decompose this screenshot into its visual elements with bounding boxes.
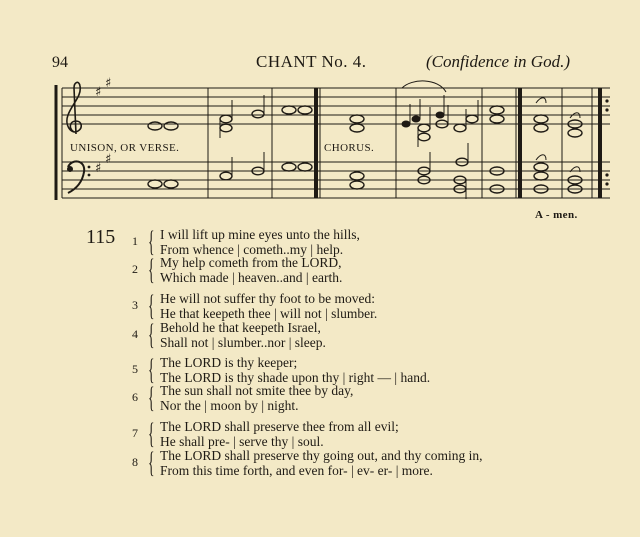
chant-title: CHANT No. 4. [256, 52, 367, 71]
verse-line: Nor the | moon by | night. [160, 398, 299, 413]
verse-line: He will not suffer thy foot to be moved: [160, 291, 375, 306]
verse-line: From whence | cometh..my | help. [160, 242, 344, 257]
verse-number: 2 [132, 262, 138, 276]
brace-icon: { [148, 353, 155, 386]
brace-icon: { [148, 381, 155, 414]
verse-number: 1 [132, 234, 138, 248]
bar-lines [208, 88, 600, 198]
verse-number: 6 [132, 390, 138, 404]
brace-icon: { [148, 289, 155, 322]
verse-line: The LORD shall preserve thy going out, and thy coming in, [160, 448, 483, 463]
brace-icon: { [148, 225, 155, 258]
verse-line: He that keepeth thee | will not | slumber. [160, 306, 378, 321]
verse-line: My help cometh from the LORD, [160, 255, 342, 270]
verse-line: The LORD is thy keeper; [160, 355, 298, 370]
bass-clef-icon [67, 161, 90, 193]
label-chorus: CHORUS. [324, 142, 375, 154]
label-amen: A - men. [535, 209, 578, 221]
treble-filled-notes [402, 112, 445, 128]
hymn-number: 115 [86, 226, 116, 248]
verse-line: I will lift up mine eyes unto the hills, [160, 227, 360, 242]
verse-number: 5 [132, 362, 138, 376]
svg-text:♯: ♯ [95, 161, 102, 176]
verse-line: Which made | heaven..and | earth. [160, 270, 343, 285]
repeat-dots [605, 99, 608, 185]
label-unison: UNISON, OR VERSE. [70, 142, 180, 154]
brace-icon: { [148, 417, 155, 450]
verse-line: The LORD is thy shade upon thy | right — | hand. [160, 370, 431, 385]
brace-icon: { [148, 253, 155, 286]
verse-line: He shall pre- | serve thy | soul. [160, 434, 324, 449]
page-number: 94 [52, 54, 68, 71]
brace-icon: { [148, 318, 155, 351]
verse-line: Behold he that keepeth Israel, [160, 320, 321, 335]
bass-staff [62, 162, 610, 198]
key-signature-sharps [95, 76, 111, 176]
treble-clef-icon [67, 82, 81, 134]
verse-number: 4 [132, 327, 138, 341]
verse-line: The LORD shall preserve thee from all evil; [160, 419, 399, 434]
verse-number: 7 [132, 426, 138, 440]
verse-line: From this time forth, and even for- | ev- er- | more. [160, 463, 433, 478]
verse-number: 8 [132, 455, 138, 469]
treble-notes [148, 106, 582, 141]
verse-number: 3 [132, 298, 138, 312]
treble-staff [62, 88, 610, 124]
verse-line: The sun shall not smite thee by day, [160, 383, 354, 398]
svg-text:♯: ♯ [105, 152, 112, 167]
brace-icon: { [148, 446, 155, 479]
bass-notes [148, 158, 582, 193]
svg-text:♯: ♯ [95, 85, 102, 100]
svg-text:♯: ♯ [105, 76, 112, 91]
chant-subtitle: (Confidence in God.) [426, 52, 570, 71]
verse-line: Shall not | slumber..nor | sleep. [160, 335, 326, 350]
music-score [0, 0, 640, 230]
